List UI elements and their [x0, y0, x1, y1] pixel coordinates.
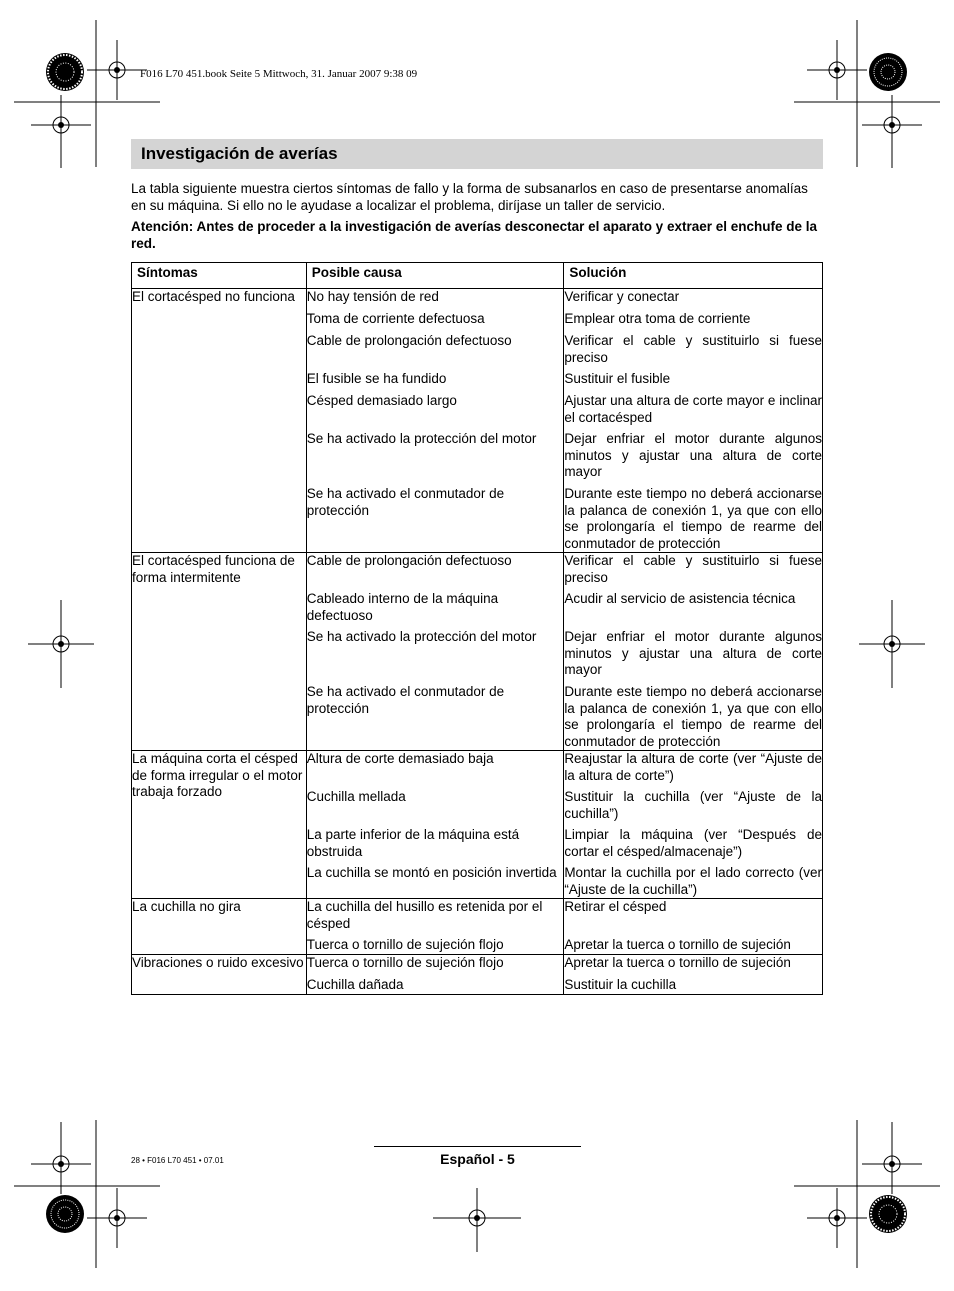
cause-item: Toma de corriente defectuosa — [306, 311, 485, 326]
cause-cell — [306, 751, 564, 899]
print-info: F016 L70 451.book Seite 5 Mittwoch, 31. Januar 2007 9:38 09 — [140, 68, 418, 80]
section-title: Investigación de averías — [141, 144, 338, 163]
solution-cell — [564, 553, 823, 751]
cause-item: Cableado interno de la máquina defectuoso — [306, 591, 499, 623]
table-header-row — [132, 263, 823, 289]
solution-item: Durante este tiempo no deberá accionarse la palanca de conexión 1, ya que con ello se prolongaría el tiempo de rearme del conmutador de protección — [564, 486, 822, 551]
cause-item: Cuchilla dañada — [306, 977, 404, 992]
solution-item: Retirar el césped — [564, 899, 667, 914]
column-header: Síntomas — [132, 263, 307, 289]
solution-item: Dejar enfriar el motor durante algunos minutos y ajustar una altura de corte mayor — [564, 629, 822, 677]
symptom-cell: La cuchilla no gira — [132, 899, 307, 955]
table-row — [132, 899, 823, 955]
cause-item: La cuchilla del husillo es retenida por el césped — [306, 899, 543, 931]
table-row — [132, 955, 823, 995]
cause-item: La cuchilla se montó en posición invertida — [306, 865, 557, 880]
column-header: Solución — [564, 263, 823, 289]
section-heading — [131, 139, 823, 169]
table-row — [132, 289, 823, 553]
solution-item: Acudir al servicio de asistencia técnica — [564, 591, 796, 606]
cause-item: Cuchilla mellada — [306, 789, 406, 804]
solution-item: Apretar la tuerca o tornillo de sujeción — [564, 937, 791, 952]
solution-item: Emplear otra toma de corriente — [564, 311, 751, 326]
solution-item: Verificar el cable y sustituirlo si fuese preciso — [564, 553, 822, 585]
cause-item: Tuerca o tornillo de sujeción flojo — [306, 937, 504, 952]
symptom-cell: Vibraciones o ruido excesivo — [132, 955, 307, 995]
solution-item: Reajustar la altura de corte (ver “Ajuste de la altura de corte”) — [564, 751, 822, 783]
troubleshooting-table — [131, 262, 823, 995]
cause-item: Se ha activado el conmutador de protección — [306, 684, 505, 716]
cause-item: Se ha activado la protección del motor — [306, 629, 537, 644]
symptom-cell: La máquina corta el césped de forma irregular o el motor trabaja forzado — [132, 751, 307, 899]
cause-item: La parte inferior de la máquina está obstruida — [306, 827, 520, 859]
solution-item: Dejar enfriar el motor durante algunos minutos y ajustar una altura de corte mayor — [564, 431, 822, 479]
cause-item: Se ha activado el conmutador de protección — [306, 486, 505, 518]
intro-paragraph: La tabla siguiente muestra ciertos síntomas de fallo y la forma de subsanarlos en caso de presentarse anomalías en su máquina. Si ello no le ayudase a localizar el problema, diríjase un taller de servicio. — [131, 181, 808, 213]
footer-rule — [374, 1146, 581, 1147]
table-row — [132, 751, 823, 899]
warning-paragraph: Atención: Antes de proceder a la investigación de averías desconectar el aparato y extraer el enchufe de la red. — [131, 219, 818, 251]
solution-item: Montar la cuchilla por el lado correcto (ver “Ajuste de la cuchilla”) — [564, 865, 822, 897]
solution-cell — [564, 899, 823, 955]
solution-cell — [564, 751, 823, 899]
solution-item: Sustituir el fusible — [564, 371, 671, 386]
table-row — [132, 553, 823, 751]
solution-item: Durante este tiempo no deberá accionarse la palanca de conexión 1, ya que con ello se prolongaría el tiempo de rearme del conmutador de protección — [564, 684, 822, 749]
cause-cell — [306, 899, 564, 955]
cause-item: Tuerca o tornillo de sujeción flojo — [306, 955, 504, 970]
document-code: 28 • F016 L70 451 • 07.01 — [131, 1156, 224, 1165]
symptom-cell: El cortacésped no funciona — [132, 289, 307, 553]
cause-cell — [306, 955, 564, 995]
symptom-cell: El cortacésped funciona de forma intermitente — [132, 553, 307, 751]
page-label: Español - 5 — [440, 1151, 515, 1167]
solution-item: Verificar el cable y sustituirlo si fuese preciso — [564, 333, 822, 365]
solution-item: Sustituir la cuchilla (ver “Ajuste de la cuchilla”) — [564, 789, 822, 821]
cause-item: El fusible se ha fundido — [306, 371, 447, 386]
cause-item: Cable de prolongación defectuoso — [306, 333, 512, 348]
cause-item: Se ha activado la protección del motor — [306, 431, 537, 446]
cause-cell — [306, 289, 564, 553]
solution-item: Limpiar la máquina (ver “Después de cortar el césped/almacenaje”) — [564, 827, 822, 859]
solution-item: Verificar y conectar — [564, 289, 680, 304]
solution-item: Ajustar una altura de corte mayor e inclinar el cortacésped — [564, 393, 822, 425]
cause-cell — [306, 553, 564, 751]
solution-cell — [564, 955, 823, 995]
solution-cell — [564, 289, 823, 553]
solution-item: Apretar la tuerca o tornillo de sujeción — [564, 955, 791, 970]
cause-item: Césped demasiado largo — [306, 393, 457, 408]
cause-item: Cable de prolongación defectuoso — [306, 553, 512, 568]
cause-item: Altura de corte demasiado baja — [306, 751, 494, 766]
column-header: Posible causa — [306, 263, 564, 289]
solution-item: Sustituir la cuchilla — [564, 977, 677, 992]
cause-item: No hay tensión de red — [306, 289, 439, 304]
